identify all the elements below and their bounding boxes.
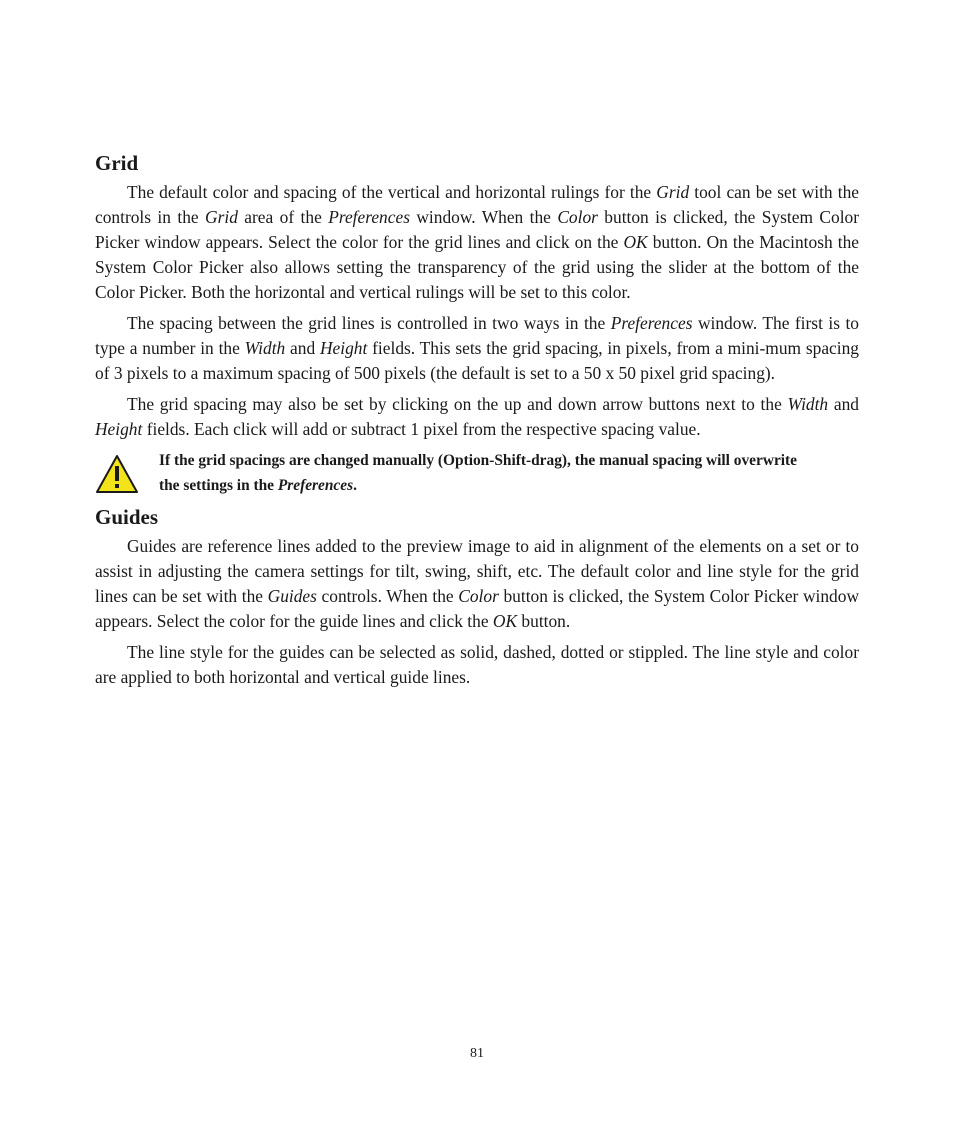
warning-note [95, 448, 859, 498]
guides-heading: Guides [95, 505, 159, 529]
warning-triangle-icon [95, 454, 139, 494]
page-number: 81 [470, 1046, 484, 1061]
guides-paragraph-1: Guides are reference lines added to the preview image to aid in alignment of the elements on a set or to assist in adjusting the camera settings for tilt, swing, shift, etc. The default color and line style for the grid lines can be set with the Guides controls. When the Color button is clicked, the System Color Picker window appears. Select the color for the guide lines and click the OK button. [95, 536, 859, 631]
page-content [95, 150, 859, 696]
grid-paragraph-1: The default color and spacing of the vertical and horizontal rulings for the Grid tool can be set with the controls in the Grid area of the Preferences window. When the Color button is clicked, the System Color Picker window appears. Select the color for the grid lines and click on the OK button. On the Macintosh the System Color Picker also allows setting the transparency of the grid using the slider at the bottom of the Color Picker. Both the horizontal and vertical rulings will be set to this color. [95, 182, 860, 302]
grid-paragraph-3: The grid spacing may also be set by clicking on the up and down arrow buttons next to the Width and Height fields. Each click will add or subtract 1 pixel from the respective spacing value. [95, 394, 859, 439]
grid-paragraph-2: The spacing between the grid lines is controlled in two ways in the Preferences window. The first is to type a number in the Width and Height fields. This sets the grid spacing, in pixels, from a mini-mum spacing of 3 pixels to a maximum spacing of 500 pixels (the default is set to a 50 x 50 pixel grid spacing). [95, 313, 859, 383]
warning-text: If the grid spacings are changed manually (Option-Shift-drag), the manual spacing will overwrite the settings in the Preferences. [159, 452, 798, 494]
guides-paragraph-2: The line style for the guides can be selected as solid, dashed, dotted or stippled. The line style and color are applied to both horizontal and vertical guide lines. [95, 642, 859, 687]
grid-heading: Grid [95, 151, 139, 175]
